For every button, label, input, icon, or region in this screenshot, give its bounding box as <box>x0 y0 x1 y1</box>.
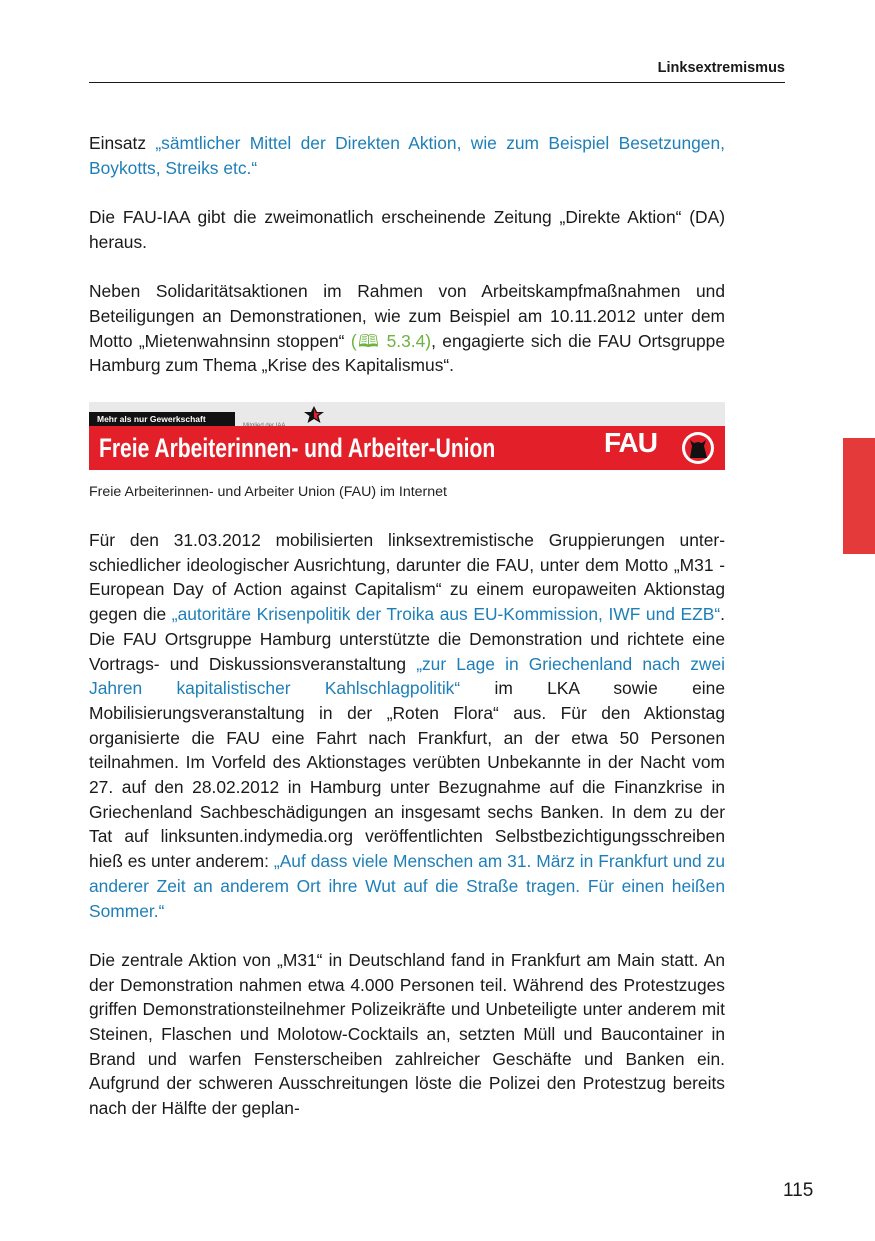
paragraph-1-text: Einsatz <box>89 133 156 153</box>
quote-griechenland: „zur Lage in Griechenland nach zwei Jahren kapitalistischer Kahlschlagpolitik“ <box>89 653 725 699</box>
quote-direct-action: „sämtlicher Mittel der Direkten Aktion, wie zum Beispiel Besetzungen, Boykotts, Streiks etc.“ <box>89 133 725 178</box>
quote-selbstbezichtigung: „Auf dass viele Menschen am 31. März in Frankfurt und zu anderer Zeit an anderem Ort ihre Wut auf die Straße tragen. Für einen heißen Sommer.“ <box>89 851 725 921</box>
banner-red-bar <box>89 426 725 470</box>
paragraph-3 <box>89 279 725 378</box>
star-logo-icon <box>301 405 327 425</box>
banner-fau-logo-text: FAU <box>604 427 657 458</box>
quote-krisenpolitik: „autoritäre Krisenpolitik der Troika aus EU-Kommission, IWF und EZB“ <box>171 604 721 625</box>
figure-caption: Freie Arbeiterinnen- und Arbeiter Union (FAU) im Internet <box>89 484 448 500</box>
cross-reference-link[interactable]: (🕮 5.3.4) <box>350 330 432 351</box>
paragraph-4 <box>89 528 725 923</box>
header-divider <box>89 82 785 83</box>
paragraph-5: Die zentrale Aktion von „M31“ in Deutschland fand in Frankfurt am Main statt. An der Demonstration nahmen etwa 4.000 Personen teil. Während des Protestzuges griffen Demonstrationsteilnehmer Polizeikräfte und Unbeteiligte unter anderem mit Steinen, Flaschen und Molotow-Cocktails an, setzten Müll und Baucontainer in Brand und warfen Fensterscheiben zahlreicher Geschäfte und Banken ein. Aufgrund der schweren Ausschreitungen löste die Polizei den Protestzug bereits nach der Hälfte der geplan- <box>89 949 725 1119</box>
banner-main-title: Freie Arbeiterinnen- und Arbeiter-Union <box>99 433 496 463</box>
black-cat-icon <box>681 431 715 465</box>
paragraph-2: Die FAU-IAA gibt die zweimonatlich erscheinende Zeitung „Direkte Aktion“ (DA) heraus. <box>89 207 725 252</box>
paragraph-4-text-a: Für den 31.03.2012 mobilisierten linksextremistische Gruppierungen unterschiedlicher ideologischer Ausrichtung, darunter die FAU, unter dem Motto „M31 - European Day of Action against Capitalism“ zu einem europaweiten Aktionstag gegen die <box>89 530 725 625</box>
running-header-title: Linksextremismus <box>657 60 785 76</box>
fau-banner-image <box>89 402 725 470</box>
banner-tagline: Mehr als nur Gewerkschaft <box>89 412 235 426</box>
paragraph-1 <box>89 131 725 180</box>
paragraph-4-text-b: . Die FAU Ortsgruppe Hamburg unterstützte die Demonstration und richtete eine Vortrags- und Diskussionsveranstaltung <box>89 604 725 674</box>
paragraph-3-text-b: , engagierte sich die FAU Ortsgruppe Hamburg zum Thema „Krise des Kapitalismus“. <box>89 330 725 376</box>
page-number: 115 <box>783 1180 814 1201</box>
paragraph-4-text-c: im LKA sowie eine Mobilisierungsveranstaltung in der „Roten Flora“ aus. Für den Aktionstag organisierte die FAU eine Fahrt nach Frankfurt, an der etwa 50 Personen teilnahmen. Im Vorfeld des Aktionstages verübten Unbekannte in der Nacht vom 27. auf den 28.02.2012 in Hamburg unter Bezugnahme auf die Finanzkrise in Griechenland Sachbeschädigungen an insgesamt sechs Banken. In dem zu der Tat auf linksunten.indymedia.org veröffentlichten Selbstbezichtigungsschreiben hieß es unter anderem: <box>89 678 725 872</box>
body-text <box>89 131 725 1121</box>
paragraph-3-text-a: Neben Solidaritätsaktionen im Rahmen von Arbeitskampfmaßnahmen und Beteiligungen an Demonstrationen, wie zum Beispiel am 10.11.2012 unter dem Motto „Mietenwahnsinn stoppen“ <box>89 281 725 351</box>
chapter-color-tab <box>843 438 875 554</box>
